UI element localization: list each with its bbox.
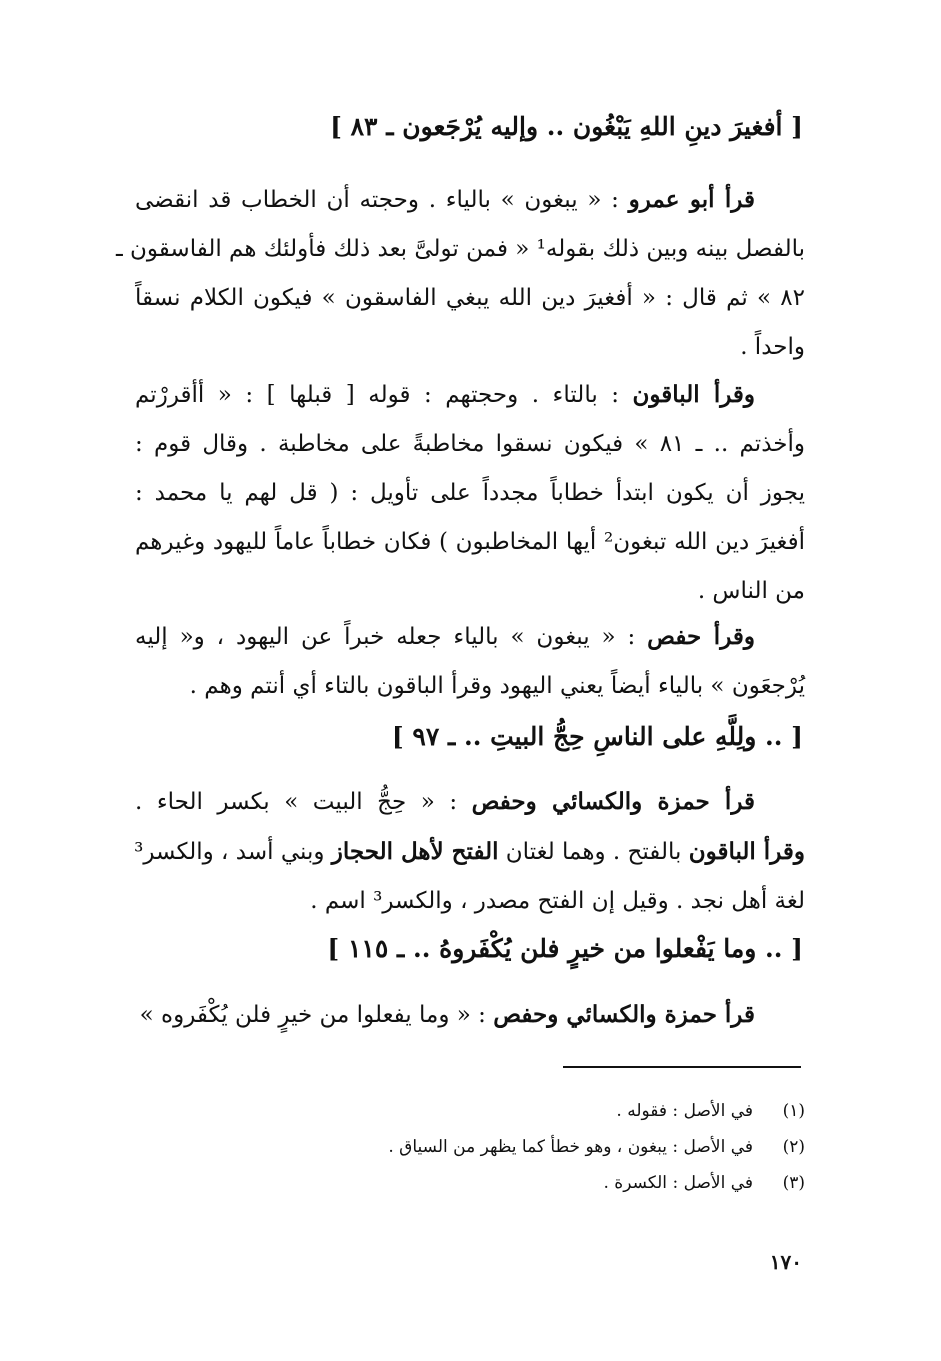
- footnote-2: [300, 1129, 805, 1165]
- paragraph-line: [135, 612, 805, 662]
- reader-name: وقرأ حفص: [647, 623, 755, 650]
- paragraph-line: واحداً .: [740, 334, 805, 360]
- footnote-number: (٣): [782, 1173, 805, 1193]
- reader-name: وقرأ الباقون: [632, 381, 755, 408]
- line-text: وبني أسد ، والكسر³: [134, 839, 332, 865]
- footnote-3: [300, 1165, 805, 1201]
- verse-heading-83: [ أفغيرَ دينِ اللهِ يَبْغُون .. وإليه يُرْجَعون ـ ٨٣ ]: [330, 112, 803, 141]
- paragraph-hamza-khayr: [135, 990, 805, 1040]
- footnote-divider: [563, 1066, 801, 1068]
- bold-phrase: الفتح لأهل الحجاز: [331, 838, 499, 865]
- line-text: : « حِجُّ البيت » بكسر الحاء .: [135, 789, 472, 815]
- paragraph-abu-amr: [115, 175, 805, 372]
- footnote-1: [300, 1093, 805, 1129]
- reader-name: قرأ أبو عمرو: [628, 186, 755, 213]
- reader-name: قرأ حمزة والكسائي وحفص: [471, 788, 756, 815]
- footnote-number: (٢): [782, 1137, 805, 1157]
- page-number: ١٧٠: [769, 1250, 802, 1274]
- footnote-text: في الأصل : يبغون ، وهو خطأ كما يظهر من السياق .: [388, 1137, 753, 1157]
- footnote-text: في الأصل : فقوله .: [616, 1101, 753, 1121]
- line-text: : « وما يفعلوا من خيرٍ فلن يُكْفَروه »: [139, 1002, 494, 1028]
- paragraph-line: أفغيرَ دين الله تبغون² أيها المخاطبون ) فكان خطاباً عاماً لليهود وغيرهم: [135, 529, 806, 555]
- paragraph-line: [135, 827, 805, 877]
- line-text: : بالتاء . وحجتهم : قوله [ قبلها ] : « أأقررْتم: [135, 382, 633, 408]
- paragraph-line: ٨٢ » ثم قال : « أفغيرَ دين الله يبغي الفاسقون » فيكون الكلام نسقاً: [135, 285, 805, 311]
- footnotes: [300, 1093, 805, 1201]
- paragraph-hamza-hajj: [135, 777, 805, 926]
- paragraph-line: لغة أهل نجد . وقيل إن الفتح مصدر ، والكسر³ اسم .: [310, 888, 805, 914]
- paragraph-line: [135, 777, 805, 827]
- line-text: : « يبغون » بالياء . وحجته أن الخطاب قد انقضى: [135, 187, 629, 213]
- paragraph-line: [135, 175, 805, 225]
- paragraph-line: يُرْجعَون » بالياء أيضاً يعني اليهود وقرأ الباقون بالتاء أي أنتم وهم .: [189, 673, 805, 699]
- verse-heading-115: [ .. وما يَفْعلوا من خيرٍ فلن يُكْفَروهُ .. ـ ١١٥ ]: [327, 934, 803, 963]
- paragraph-line: [135, 370, 805, 420]
- reader-name: قرأ حمزة والكسائي وحفص: [493, 1001, 755, 1028]
- paragraph-hafs: [135, 612, 805, 711]
- reader-name: وقرأ الباقون: [688, 838, 805, 865]
- line-text: بالفتح . وهما لغتان: [498, 839, 689, 865]
- footnote-number: (١): [782, 1101, 805, 1121]
- paragraph-line: من الناس .: [697, 578, 805, 604]
- line-text: : « يبغون » بالياء جعله خبراً عن اليهود ، و« إليه: [135, 624, 648, 650]
- paragraph-line: يجوز أن يكون ابتدأ خطاباً مجدداً على تأويل : ( قل لهم يا محمد :: [135, 480, 805, 506]
- paragraph-al-baqun: [135, 370, 805, 616]
- paragraph-line: [135, 990, 805, 1040]
- footnote-text: في الأصل : الكسرة .: [603, 1173, 753, 1193]
- paragraph-line: بالفصل بينه وبين ذلك بقوله¹ « فمن تولىَّ بعد ذلك فأولئك هم الفاسقون ـ: [115, 236, 805, 262]
- paragraph-line: وأخذتم .. ـ ٨١ » فيكون نسقوا مخاطبةً على مخاطبة . وقال قوم :: [135, 431, 805, 457]
- verse-heading-97: [ .. ولِلَّهِ على الناسِ حِجُّ البيتِ .. ـ ٩٧ ]: [391, 722, 803, 751]
